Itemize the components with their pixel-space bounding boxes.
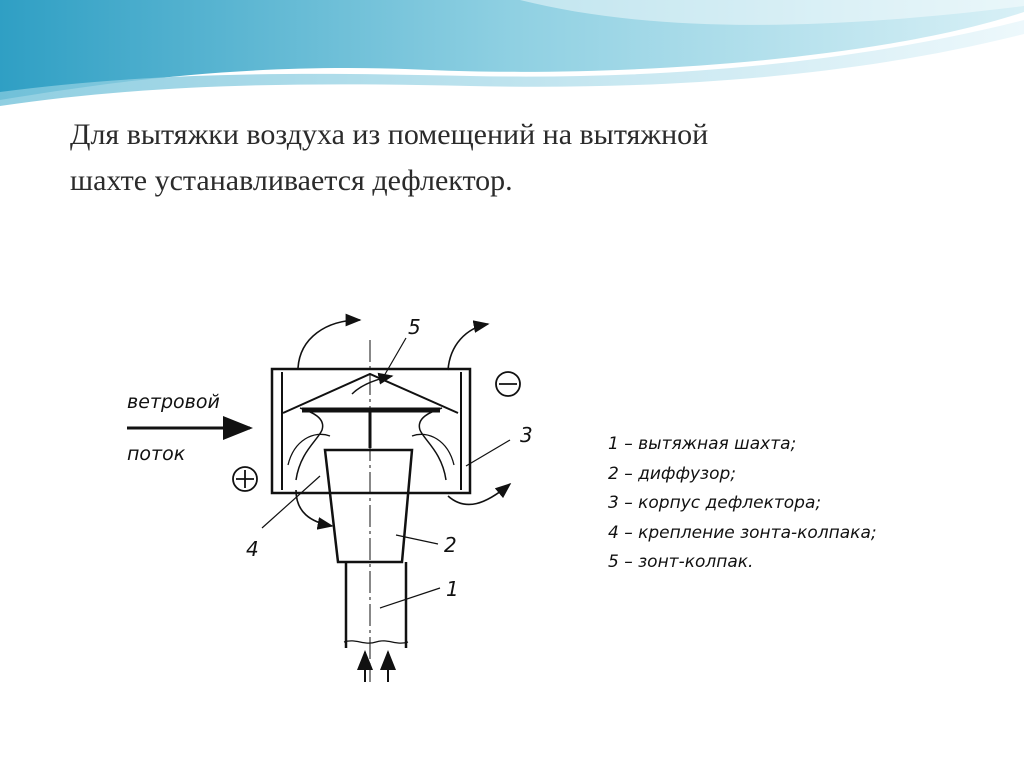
legend-item-4: 4 – крепление зонта-колпака;: [608, 522, 877, 543]
inner-flow-left-2: [288, 434, 330, 465]
part-number-1: 1: [446, 577, 459, 601]
part-number-2: 2: [444, 533, 457, 557]
wind-label-line-1: ветровой: [127, 391, 220, 413]
shaft-break-line: [344, 641, 408, 643]
decorative-wave-header: [0, 0, 1024, 110]
inner-flow-right: [419, 408, 446, 480]
wind-label-line-2: поток: [127, 443, 186, 465]
outflow-arrow-top-right: [448, 324, 488, 370]
outflow-arrow-bottom-right: [448, 484, 510, 505]
legend-item-5: 5 – зонт-колпак.: [608, 552, 754, 572]
legend-item-3: 3 – корпус дефлектора;: [608, 493, 822, 513]
inner-flow-right-2: [412, 434, 454, 465]
part-number-3: 3: [520, 423, 533, 447]
title-line-1: Для вытяжки воздуха из помещений на вытяжной: [70, 118, 709, 151]
leader-1: [380, 588, 440, 608]
inflow-arrow-bottom-left: [296, 490, 332, 526]
part-number-4: 4: [246, 537, 259, 561]
diffuser: [325, 450, 412, 562]
leader-5: [384, 338, 406, 376]
legend-item-1: 1 – вытяжная шахта;: [608, 434, 797, 454]
title-line-2: шахте устанавливается дефлектор.: [70, 164, 513, 197]
leader-2: [396, 535, 438, 544]
legend-item-2: 2 – диффузор;: [608, 463, 737, 484]
leader-4: [262, 476, 320, 528]
slide-title: [70, 112, 970, 204]
inner-flow-left: [296, 408, 323, 480]
leader-3: [466, 440, 510, 466]
parts-legend: [608, 430, 968, 578]
outflow-arrow-top-left: [298, 320, 360, 368]
part-number-5: 5: [408, 315, 421, 339]
